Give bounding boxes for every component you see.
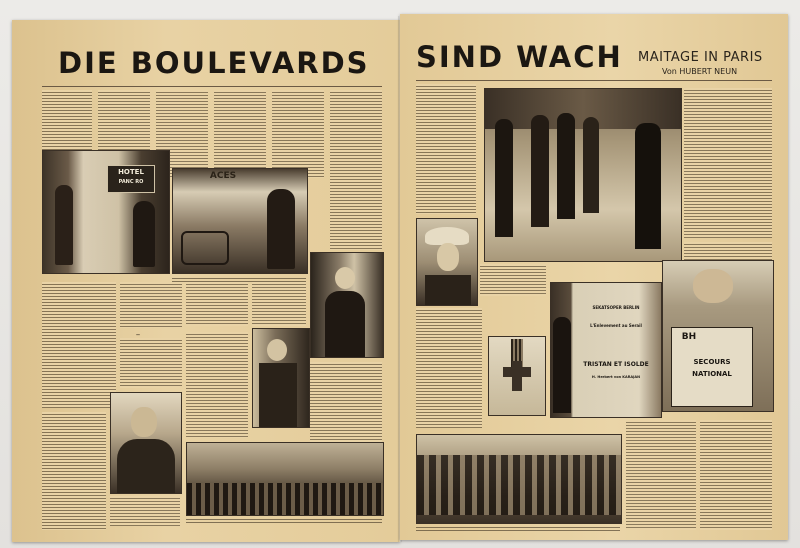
man-head	[335, 267, 355, 289]
text-column	[330, 90, 382, 250]
figure-seated	[267, 189, 295, 269]
figure-woman-right	[133, 201, 155, 267]
poster-viewer	[553, 317, 571, 413]
newspaper-right-page	[400, 14, 788, 540]
newspaper-left-page	[12, 20, 400, 542]
soldier-figure	[557, 113, 575, 219]
officer-head	[267, 339, 287, 361]
text-column	[110, 496, 180, 526]
text-column	[416, 84, 476, 214]
soldier-figure	[531, 115, 549, 227]
headline-left: DIE BOULEVARDS	[58, 46, 370, 80]
photo-man-telephone	[310, 252, 384, 358]
text-column	[186, 332, 248, 438]
box-label-bh: BH	[681, 332, 697, 342]
photo-caption	[416, 525, 620, 531]
cafe-sign-text: ACES	[209, 171, 237, 181]
kicker-title: MAITAGE IN PARIS	[638, 50, 763, 65]
girl-face	[693, 269, 733, 303]
headline-right: SIND WACH	[416, 40, 623, 74]
poster-line-3: TRISTAN ET ISOLDE	[583, 361, 649, 368]
officer-body	[259, 363, 297, 427]
text-column	[42, 90, 92, 152]
photo-collection-box	[662, 260, 774, 412]
box-label-secours: SECOURS	[693, 358, 731, 366]
text-column	[120, 338, 182, 388]
text-column	[626, 420, 696, 530]
woman-coat	[425, 275, 471, 305]
hotel-sign-subtext: PANC RO	[118, 179, 144, 185]
civilian-figure	[635, 123, 661, 249]
hotel-sign-text: HOTEL	[118, 168, 144, 176]
text-column	[186, 282, 248, 326]
headline-rule	[42, 86, 382, 87]
soldier-figure	[583, 117, 599, 213]
text-column	[120, 282, 182, 328]
photo-soldiers-parade	[484, 88, 682, 262]
pram	[181, 231, 229, 265]
photo-woman-hat	[416, 218, 478, 306]
collection-box	[671, 327, 753, 407]
text-column	[252, 282, 306, 326]
poster-line-4: H. Herbert von KARAJAN	[591, 375, 641, 379]
byline: Von HUBERT NEUN	[662, 67, 738, 76]
poster-line-1: SEKATSOPER BERLIN	[592, 305, 640, 310]
woman-face	[437, 243, 459, 271]
text-column	[480, 264, 546, 296]
text-column	[42, 282, 116, 408]
photo-cafe-terrace	[172, 168, 308, 274]
box-label-national: NATIONAL	[692, 370, 732, 378]
marching-crowd	[417, 455, 621, 515]
text-column	[684, 88, 772, 238]
portrait-body	[117, 439, 175, 493]
text-column	[42, 412, 106, 530]
photo-man-portrait	[110, 392, 182, 494]
photo-opera-poster	[550, 282, 662, 418]
photo-war-cross-medal	[488, 336, 546, 416]
text-column	[214, 90, 266, 178]
text-column	[272, 90, 324, 178]
headline-rule	[416, 80, 772, 81]
crowd-figures	[187, 483, 383, 515]
medal-cross-v	[512, 361, 522, 391]
photo-caption	[186, 517, 382, 523]
soldier-figure	[495, 119, 513, 237]
portrait-head	[131, 407, 157, 437]
text-column	[310, 362, 382, 448]
man-body	[325, 291, 365, 357]
hotel-sign	[107, 165, 155, 193]
subhead-small: —	[136, 332, 140, 337]
photo-crowd-march	[416, 434, 622, 524]
photo-street-crowd	[186, 442, 384, 516]
poster-line-2: L'Enlevement au Serail	[590, 323, 642, 328]
text-column	[416, 308, 482, 428]
text-column	[700, 420, 772, 530]
figure-woman-left	[55, 185, 73, 265]
photo-hotel-entrance	[42, 150, 170, 274]
photo-uniformed-officer	[252, 328, 310, 428]
